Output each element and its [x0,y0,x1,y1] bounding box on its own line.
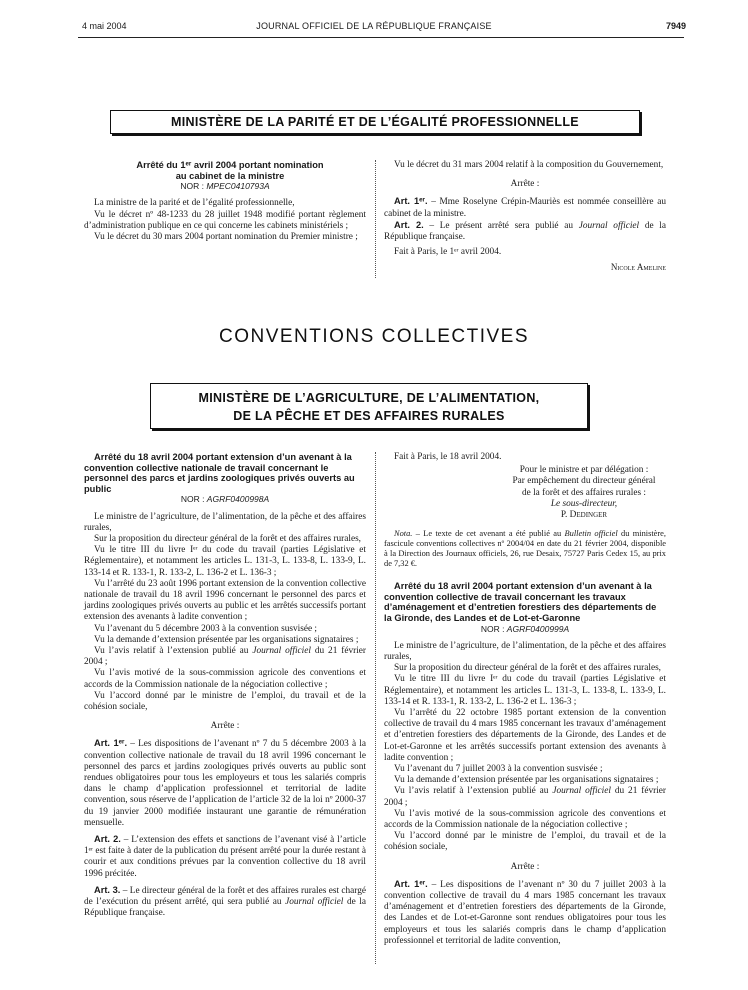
arrete-zoo-deleg4: Le sous-directeur, [550,498,618,509]
ministry-agriculture-box [150,383,588,429]
arrete-zoo-title: Arrêté du 18 avril 2004 portant extension d’un avenant à la convention collective nationale de travail concernant le personnel des parcs et jardins zoologiques privés ouverts au public [84,452,355,494]
arrete-zoo-p8: Vu l’accord donné par le ministre de l’emploi, du travail et de la cohésion sociale, [84,690,366,713]
arrete-zoo-note: Nota. – Le texte de cet avenant a été publié au Bulletin officiel du ministère, fascicule conventions collectives nº 2004/04 en date du 21 février 2004, disponible à la Direction des Journaux officiels, 26, rue Desaix, 75727 Paris Cedex 15, au prix de 7,32 €. [384,529,666,569]
arrete-zoo-continued-column [384,452,666,947]
arrete-parite-p4: Vu le décret du 31 mars 2004 relatif à la composition du Gouvernement, [394,160,664,170]
header-date: 4 mai 2004 [82,21,127,31]
arrete-zoo-deleg1: Pour le ministre et par délégation : [519,465,649,476]
arrete-parite-signature: Nicole Ameline [610,262,666,273]
arrete-zoo-p2: Sur la proposition du directeur général de la forêt et des affaires rurales, [94,533,362,544]
arrete-forest-art1: Art. 1ᵉʳ. – Les dispositions de l’avenant nº 30 du 7 juillet 2003 à la convention collective de travail du 4 mars 1985 concernant les travaux d’aménagement et d’entretien forestiers des départements de la Gironde, des Landes et de Lot-et-Garonne sont rendues obligatoires pour tous les employeurs et tous les salariés compris dans le champ d’application professionnel et territorial de ladite convention, [384,878,667,946]
arrete-zoo-nor: NOR : AGRF0400998A [180,494,270,505]
header-page-number: 7949 [665,21,686,31]
arrete-forest-arrete: Arrête : [510,861,540,872]
ministry-parite-left-column [84,160,366,243]
arrete-parite-art1: Art. 1ᵉʳ. – Mme Roselyne Crépin-Mauriès est nommée conseillère au cabinet de la ministre. [384,196,666,219]
arrete-forest-p3: Vu le titre III du livre Iᵉʳ du code du travail (parties Législative et Réglementaire), et notamment les articles L. 131-3, L. 133-8, L. 133-9, L. 133-14 et R. 133-1, R. 133-2, L. 136-2 et L. 136-3 ; [384,674,666,707]
section-title: CONVENTIONS COLLECTIVES [218,326,530,347]
arrete-forest-title: Arrêté du 18 avril 2004 portant extension d’un avenant à la convention collective de travail concernant les travaux d’aménagement et d’entretien forestiers des départements de la Gironde, des Landes et de Lot-et-Garonne [384,581,657,623]
arrete-zoo-avis: Vu l’avis relatif à l’extension publié au Journal officiel du 21 février 2004 ; [84,646,367,668]
arrete-zoo-deleg2: Par empêchement du directeur général [512,476,656,487]
arrete-forest-p4: Vu l’arrêté du 22 octobre 1985 portant extension de la convention collective de travail du 4 mars 1985 concernant les travaux d’aménagement et d’entretien forestiers des départements de la Gironde, des Landes et de Lot-et-Garonne et les arrêtés successifs portant extension des avenants à ladite convention ; [384,708,666,763]
arrete-forest-nor: NOR : AGRF0400999A [480,623,570,634]
arrete-forest-p7: Vu l’avis motivé de la sous-commission agricole des conventions et accords de la Commission nationale de la négociation collective ; [384,808,666,831]
arrete-zoo-art1: Art. 1ᵉʳ. – Les dispositions de l’avenant nº 7 du 5 décembre 2003 à la convention collective nationale de travail du 18 avril 1996 concernant le personnel des parcs et jardins zoologiques privés ouverts au public sont rendues obligatoires pour tous les employeurs et tous les salariés compris dans le champ d’application professionnel et territorial de ladite convention, sous réserve de l’application de l’article 32 de la loi nº 2000-37 du 19 janvier 2000 modifiée instaurant une garantie de rémunération mensuelle. [84,738,366,828]
arrete-parite-p3: Vu le décret du 30 mars 2004 portant nomination du Premier ministre ; [94,232,358,242]
arrete-zoo-delegation [502,465,666,521]
arrete-parite-fait: Fait à Paris, le 1ᵉʳ avril 2004. [394,247,502,258]
arrete-zoo-p4: Vu l’arrêté du 23 août 1996 portant extension de la convention collective nationale de travail du 18 avril 1996 concernant le personnel des parcs et jardins zoologiques privés ouverts au public et les arrêtés successifs portant extension des avenants à ladite convention ; [84,578,366,623]
arrete-parite-title-line2: au cabinet de la ministre [175,170,285,181]
arrete-parite-title-line1: Arrêté du 1ᵉʳ avril 2004 portant nomination [136,160,324,170]
arrete-parite-p2: Vu le décret nº 48-1233 du 28 juillet 1948 modifié portant règlement d’administration publique en ce qui concerne les cabinets ministériels ; [84,209,366,231]
ministry-parite-title: MINISTÈRE DE LA PARITÉ ET DE L’ÉGALITÉ PROFESSIONNELLE [171,115,579,129]
arrete-zoo-signature: P. Dedinger [560,510,608,521]
arrete-zoo-fait: Fait à Paris, le 18 avril 2004. [394,452,502,462]
arrete-zoo-art3: Art. 3. – Le directeur général de la forêt et des affaires rurales est chargé de l’exécution du présent arrêté, qui sera publié au Journal officiel de la République française. [84,884,366,919]
column-divider [375,160,376,278]
arrete-zoo-arrete: Arrête : [210,721,240,732]
arrete-forest-p5: Vu l’avenant du 7 juillet 2003 à la convention susvisée ; [394,764,603,775]
arrete-forest-p1: Le ministre de l’agriculture, de l’alimentation, de la pêche et des affaires rurales, [384,640,666,662]
arrete-zoo-p5: Vu l’avenant du 5 décembre 2003 à la convention susvisée ; [94,623,318,634]
arrete-zoo-p1: Le ministre de l’agriculture, de l’alimentation, de la pêche et des affaires rurales, [84,511,366,533]
arrete-zoo-p6: Vu la demande d’extension présentée par les organisations signataires ; [94,634,359,645]
arrete-forest-avis: Vu l’avis relatif à l’extension publié au Journal officiel du 21 février 2004 ; [384,786,667,808]
ministry-parite-right-column [384,160,666,274]
ministry-agriculture-title-line2: DE LA PÊCHE ET DES AFFAIRES RURALES [233,409,505,423]
arrete-forest-p8: Vu l’accord donné par le ministre de l’emploi, du travail et de la cohésion sociale, [384,831,666,853]
ministry-parite-box [110,110,640,134]
arrete-parite-arrete: Arrête : [510,179,540,190]
header-rule [78,37,684,38]
arrete-parite-nor: NOR : MPEC0410793A [180,181,270,192]
arrete-zoo-deleg3: de la forêt et des affaires rurales : [522,487,646,498]
arrete-zoo-p7: Vu l’avis motivé de la sous-commission agricole des conventions et accords de la Commission nationale de la négociation collective ; [84,668,366,690]
arrete-zoo-column [84,452,366,919]
arrete-zoo-art2: Art. 2. – L’extension des effets et sanctions de l’avenant visé à l’article 1ᵉʳ est faite à dater de la publication du présent arrêté pour la durée restant à courir et aux conditions prévues par la convention collective du 18 avril 1996 précitée. [84,834,366,879]
arrete-parite-art2: Art. 2. – Le présent arrêté sera publié au Journal officiel de la République française. [384,219,666,243]
column-divider-lower [375,452,376,964]
header-journal-title: JOURNAL OFFICIEL DE LA RÉPUBLIQUE FRANÇAISE [256,21,492,31]
arrete-forest-p2: Sur la proposition du directeur général de la forêt et des affaires rurales, [394,663,662,674]
arrete-parite-p1: La ministre de la parité et de l’égalité professionnelle, [94,198,295,209]
arrete-forest-p6: Vu la demande d’extension présentée par les organisations signataires ; [394,775,659,786]
ministry-agriculture-title-line1: MINISTÈRE DE L’AGRICULTURE, DE L’ALIMENTATION, [198,391,540,405]
arrete-zoo-p3: Vu le titre III du livre Iᵉʳ du code du travail (parties Législative et Réglementaire), et notamment les articles L. 131-3, L. 133-8, L. 133-9, L. 133-14 et R. 133-1, R. 133-2, L. 136-2 et L. 136-3 ; [84,545,366,578]
